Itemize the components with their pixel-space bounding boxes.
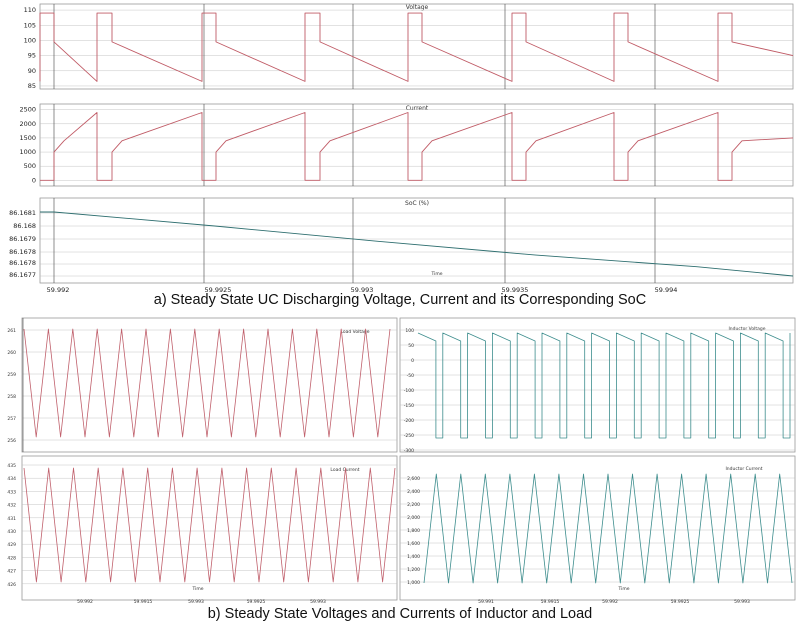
load-current-ytick-label: 428 (7, 556, 16, 562)
load-voltage-ytick-label: 257 (7, 417, 16, 422)
uc-soc-ytick-label: 86.1678 (9, 259, 36, 267)
load-current-ytick-label: 432 (7, 503, 16, 509)
uc-soc-ytick-label: 86.1681 (9, 209, 36, 217)
load-current-series-line (24, 468, 395, 582)
inductor-current-xtick-label: 59.991 (478, 600, 494, 605)
inductor-voltage-ytick-label: -150 (403, 404, 414, 409)
uc-soc-xtick-label: 59.993 (350, 286, 374, 294)
inductor-voltage-ytick-label: -300 (403, 449, 414, 454)
load-current-ytick-label: 431 (7, 516, 16, 522)
uc-soc-xtick-label: 59.9925 (204, 286, 232, 294)
uc-soc-ytick-label: 86.1679 (9, 235, 36, 243)
load-current-xlabel: Time (192, 587, 204, 592)
inductor-voltage-ytick-label: -50 (406, 374, 414, 379)
inductor-current-xtick-label: 59.9925 (670, 600, 690, 605)
uc-current-series-line (40, 113, 793, 181)
inductor-current-xtick-label: 59.9915 (540, 600, 560, 605)
uc-voltage-ytick-label: 105 (23, 21, 36, 30)
caption-a: a) Steady State UC Discharging Voltage, Current and its Corresponding SoC (153, 292, 647, 308)
uc-soc-series-line (40, 212, 793, 276)
load-current-xtick-label: 59.992 (77, 600, 93, 605)
inductor-current-xtick-label: 59.993 (734, 600, 750, 605)
load-voltage-ytick-label: 258 (7, 395, 16, 400)
load-current-ytick-label: 433 (7, 490, 16, 496)
inductor-current-series-line (424, 474, 792, 583)
inductor-current-xlabel: Time (618, 587, 630, 592)
load-voltage-ytick-label: 256 (7, 439, 16, 444)
inductor-current-ytick-label: 2,400 (407, 490, 420, 495)
load-current-ytick-label: 426 (7, 582, 16, 588)
load-current-ytick-label: 435 (7, 464, 16, 469)
inductor-current-xtick-label: 59.992 (602, 600, 618, 605)
load-current-xtick-label: 59.9915 (133, 600, 153, 605)
inductor-current-ytick-label: 1,000 (407, 581, 420, 586)
uc-current-ytick-label: 0 (31, 176, 36, 185)
inductor-current-ytick-label: 1,200 (407, 568, 420, 573)
uc-current-frame (40, 104, 793, 186)
load-voltage-ytick-label: 260 (7, 351, 16, 356)
uc-voltage-ytick-label: 85 (27, 81, 36, 90)
inductor-voltage-title: Inductor Voltage (728, 327, 766, 332)
inductor-current-title: Inductor Current (725, 467, 763, 472)
uc-soc-xtick-label: 59.992 (46, 286, 70, 294)
uc-soc-ytick-label: 86.1677 (9, 271, 36, 279)
uc-voltage-ytick-label: 90 (27, 66, 36, 75)
load-current-xtick-label: 59.993 (310, 600, 326, 605)
uc-voltage-series-line (40, 13, 793, 81)
uc-current-ytick-label: 2500 (19, 105, 36, 114)
uc-soc-frame (40, 198, 793, 283)
load-current-ytick-label: 429 (7, 543, 16, 549)
uc-current-ytick-label: 2000 (19, 119, 36, 128)
load-current-ytick-label: 427 (7, 569, 16, 575)
load-current-ytick-label: 430 (7, 530, 16, 535)
inductor-current-ytick-label: 1,800 (407, 529, 420, 534)
load-voltage-series-line (24, 329, 390, 437)
load-current-xtick-label: 59.993 (188, 600, 204, 605)
load-voltage-title: Load Voltage (340, 330, 370, 335)
inductor-voltage-ytick-label: -200 (403, 419, 414, 424)
uc-voltage-title: Voltage (405, 4, 429, 11)
uc-voltage-ytick-label: 100 (23, 36, 36, 45)
inductor-voltage-series-line (418, 333, 790, 438)
load-current-ytick-label: 434 (7, 477, 16, 483)
uc-soc-ytick-label: 86.1678 (9, 248, 36, 256)
uc-soc-xlabel: Time (431, 272, 443, 277)
caption-b: b) Steady State Voltages and Currents of Inductor and Load (207, 606, 593, 622)
load-current-title: Load Current (330, 468, 360, 473)
inductor-voltage-ytick-label: -250 (403, 434, 414, 439)
inductor-current-ytick-label: 2,000 (407, 516, 420, 521)
inductor-voltage-ytick-label: -100 (403, 389, 414, 394)
inductor-voltage-ytick-label: 100 (405, 329, 414, 334)
uc-current-ytick-label: 1000 (19, 148, 36, 157)
uc-voltage-frame (40, 4, 793, 89)
uc-soc-title: SoC (%) (405, 200, 429, 207)
uc-soc-xtick-label: 59.9935 (501, 286, 529, 294)
uc-current-ytick-label: 500 (23, 162, 36, 171)
inductor-voltage-ytick-label: 0 (411, 359, 414, 364)
inductor-current-ytick-label: 1,600 (407, 542, 420, 547)
uc-soc-xtick-label: 59.994 (654, 286, 678, 294)
inductor-current-ytick-label: 1,400 (407, 555, 420, 560)
uc-soc-ytick-label: 86.168 (13, 222, 36, 230)
load-voltage-ytick-label: 261 (7, 329, 16, 334)
inductor-current-frame (400, 456, 795, 600)
uc-current-ytick-label: 1500 (19, 133, 36, 142)
inductor-voltage-ytick-label: 50 (408, 344, 414, 349)
uc-current-title: Current (405, 105, 429, 112)
inductor-voltage-frame (400, 318, 795, 452)
load-voltage-ytick-label: 259 (7, 373, 16, 378)
uc-voltage-ytick-label: 95 (27, 51, 36, 60)
uc-voltage-ytick-label: 110 (23, 6, 36, 15)
load-voltage-frame (22, 318, 397, 452)
inductor-current-ytick-label: 2,200 (407, 503, 420, 508)
load-current-xtick-label: 59.9925 (246, 600, 266, 605)
inductor-current-ytick-label: 2,600 (407, 477, 420, 482)
